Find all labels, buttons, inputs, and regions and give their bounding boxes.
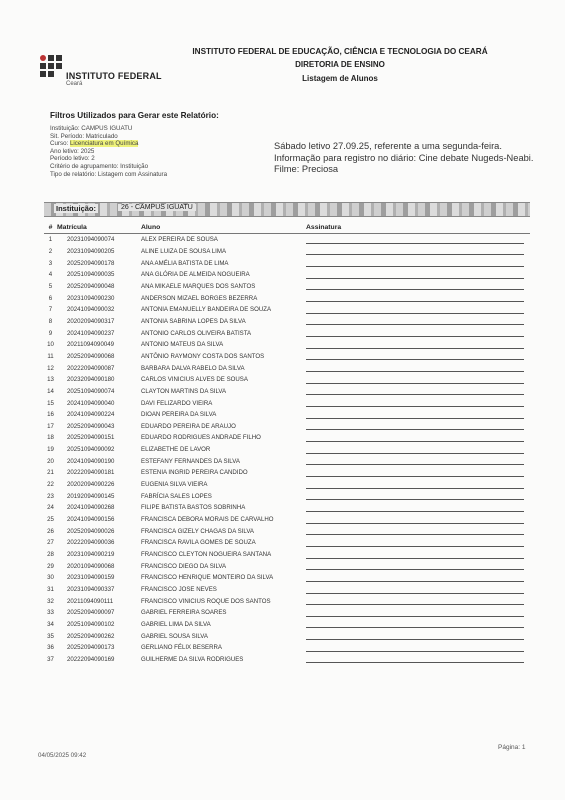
row-signature-field[interactable]	[306, 490, 530, 502]
row-signature-field[interactable]	[306, 607, 530, 619]
row-signature-field[interactable]	[306, 479, 530, 491]
row-matricula: 20241094090237	[67, 329, 115, 337]
signature-line	[306, 364, 524, 372]
row-aluno: FRANCISCO CLEYTON NOGUEIRA SANTANA	[141, 551, 272, 559]
report-title: Listagem de Alunos	[302, 74, 378, 83]
row-matricula: 20241094090032	[67, 306, 115, 314]
row-number: 14	[47, 387, 54, 395]
row-matricula: 20241094090156	[67, 516, 115, 524]
row-aluno: ANTONIO CARLOS OLIVEIRA BATISTA	[141, 329, 252, 337]
row-number: 30	[47, 574, 54, 582]
row-aluno: FABRÍCIA SALES LOPES	[141, 492, 212, 500]
row-aluno: FRANCISCO HENRIQUE MONTEIRO DA SILVA	[141, 574, 274, 582]
signature-line	[306, 504, 524, 512]
row-matricula: 20251094090074	[67, 387, 115, 395]
row-matricula: 20252094090178	[67, 259, 115, 267]
row-signature-field[interactable]	[306, 514, 530, 526]
row-matricula: 20202094090226	[67, 481, 115, 489]
row-signature-field[interactable]	[306, 257, 530, 269]
row-signature-field[interactable]	[306, 467, 530, 479]
row-aluno: EUGENIA SILVA VIEIRA	[141, 481, 208, 489]
row-matricula: 20252094090097	[67, 609, 115, 617]
table-row	[44, 316, 530, 328]
row-matricula: 20251094090102	[67, 620, 115, 628]
filter-curso	[50, 140, 167, 148]
row-matricula: 20211094090111	[67, 597, 114, 605]
table-row	[44, 595, 530, 607]
row-matricula: 20252094090151	[67, 434, 115, 442]
signature-line	[306, 282, 524, 290]
signature-line	[306, 551, 524, 559]
row-number: 17	[47, 422, 54, 430]
signature-line	[306, 259, 524, 267]
row-matricula: 20222094090036	[67, 539, 115, 547]
filter-criterio: Critério de agrupamento: Instituição	[50, 162, 149, 170]
row-number: 6	[48, 294, 53, 302]
row-matricula: 20231094090074	[67, 236, 115, 244]
row-number: 15	[47, 399, 54, 407]
band-value: 26 - CAMPUS IGUATU	[118, 204, 196, 211]
row-number: 19	[47, 446, 54, 454]
table-row	[44, 537, 530, 549]
signature-line	[306, 457, 524, 465]
row-signature-field[interactable]	[306, 351, 530, 363]
row-signature-field[interactable]	[306, 595, 530, 607]
row-matricula: 20202094090317	[67, 317, 115, 325]
filter-ano: Ano letivo: 2025	[50, 147, 95, 155]
filter-periodo: Sit. Período: Matriculado	[50, 132, 118, 140]
row-matricula: 20211094090049	[67, 341, 114, 349]
table-row	[44, 584, 530, 596]
row-number: 12	[47, 364, 54, 372]
row-matricula: 20231094090159	[67, 574, 115, 582]
row-number: 27	[47, 539, 54, 547]
signature-line	[306, 539, 524, 547]
signature-line	[306, 516, 524, 524]
row-signature-field[interactable]	[306, 374, 530, 386]
row-aluno: FRANCISCA RAVILA GOMES DE SOUZA	[141, 539, 256, 547]
signature-line	[306, 434, 524, 442]
table-row	[44, 351, 530, 363]
row-matricula: 20241094090040	[67, 399, 115, 407]
table-row	[44, 560, 530, 572]
signature-line	[306, 655, 524, 663]
signature-line	[306, 562, 524, 570]
row-signature-field[interactable]	[306, 316, 530, 328]
row-aluno: ESTENIA INGRID PEREIRA CANDIDO	[141, 469, 248, 477]
signature-line	[306, 247, 524, 255]
table-row	[44, 514, 530, 526]
row-matricula: 20252094090026	[67, 527, 115, 535]
row-number: 23	[47, 492, 54, 500]
row-signature-field[interactable]	[306, 292, 530, 304]
signature-line	[306, 236, 524, 244]
row-matricula: 20241094090224	[67, 411, 115, 419]
row-aluno: ANTONIO MATEUS DA SILVA	[141, 341, 224, 349]
row-aluno: ANA GLÓRIA DE ALMEIDA NOGUEIRA	[141, 271, 250, 279]
row-aluno: FRANCISCA GIZELY CHAGAS DA SILVA	[141, 527, 254, 535]
signature-line	[306, 586, 524, 594]
row-matricula: 20252094090262	[67, 632, 115, 640]
table-row	[44, 455, 530, 467]
row-aluno: GERLIANO FÉLIX BESERRA	[141, 644, 222, 652]
row-number: 11	[47, 352, 54, 360]
filter-periodo-letivo: Período letivo: 2	[50, 155, 95, 163]
filters-block	[50, 125, 167, 178]
table-row	[44, 549, 530, 561]
col-matricula-header: Matrícula	[57, 221, 141, 234]
row-aluno: FILIPE BATISTA BASTOS SOBRINHA	[141, 504, 246, 512]
row-signature-field[interactable]	[306, 654, 530, 666]
table-body	[44, 234, 530, 666]
row-matricula: 20252094090043	[67, 422, 115, 430]
department-title: DIRETORIA DE ENSINO	[295, 60, 385, 69]
table-row	[44, 479, 530, 491]
row-aluno: ANA MIKAELE MARQUES DOS SANTOS	[141, 282, 256, 290]
row-matricula: 20252094090048	[67, 282, 115, 290]
row-matricula: 20251094090035	[67, 271, 115, 279]
row-number: 37	[47, 655, 54, 663]
table-row	[44, 525, 530, 537]
table-header-row	[44, 221, 530, 234]
signature-line	[306, 411, 524, 419]
row-aluno: ANTONIA EMANUELLY BANDEIRA DE SOUZA	[141, 306, 272, 314]
signature-line	[306, 341, 524, 349]
row-number: 26	[47, 527, 54, 535]
signature-line	[306, 294, 524, 302]
row-aluno: ALEX PEREIRA DE SOUSA	[141, 236, 218, 244]
row-signature-field[interactable]	[306, 502, 530, 514]
signature-line	[306, 446, 524, 454]
row-matricula: 20231094090219	[67, 551, 115, 559]
row-signature-field[interactable]	[306, 304, 530, 316]
band-label: Instituição:	[56, 204, 97, 213]
table-row	[44, 642, 530, 654]
row-signature-field[interactable]	[306, 327, 530, 339]
logo-name: INSTITUTO FEDERAL	[66, 71, 162, 81]
signature-line	[306, 352, 524, 360]
table-row	[44, 246, 530, 258]
filter-tipo: Tipo de relatório: Listagem com Assinatura	[50, 170, 168, 178]
signature-line	[306, 620, 524, 628]
institution-band	[44, 202, 530, 217]
row-signature-field[interactable]	[306, 386, 530, 398]
row-number: 22	[47, 481, 54, 489]
signature-line	[306, 399, 524, 407]
row-aluno: ALINE LUIZA DE SOUSA LIMA	[141, 247, 227, 255]
row-aluno: GABRIEL FERREIRA SOARES	[141, 609, 227, 617]
table-row	[44, 234, 530, 246]
row-matricula: 20252094090173	[67, 644, 115, 652]
row-matricula: 20241094090190	[67, 457, 115, 465]
signature-line	[306, 317, 524, 325]
table-row	[44, 339, 530, 351]
table-row	[44, 304, 530, 316]
row-signature-field[interactable]	[306, 549, 530, 561]
row-signature-field[interactable]	[306, 421, 530, 433]
row-aluno: BARBARA DALVA RABELO DA SILVA	[141, 364, 245, 372]
table-row	[44, 257, 530, 269]
row-matricula: 20231094090230	[67, 294, 115, 302]
row-aluno: EDUARDO PEREIRA DE ARAUJO	[141, 422, 236, 430]
row-signature-field[interactable]	[306, 584, 530, 596]
table-row	[44, 327, 530, 339]
table-row	[44, 292, 530, 304]
table-row	[44, 269, 530, 281]
table-row	[44, 444, 530, 456]
row-signature-field[interactable]	[306, 455, 530, 467]
filters-title: Filtros Utilizados para Gerar este Relatório:	[50, 111, 219, 120]
row-signature-field[interactable]	[306, 281, 530, 293]
signature-line	[306, 492, 524, 500]
row-matricula: 20201094090068	[67, 562, 115, 570]
row-aluno: ANDERSON MIZAEL BORGES BEZERRA	[141, 294, 258, 302]
row-matricula: 20252094090068	[67, 352, 115, 360]
row-matricula: 20231094090205	[67, 247, 115, 255]
row-signature-field[interactable]	[306, 432, 530, 444]
ifce-logo-icon	[40, 55, 62, 79]
row-aluno: DIOAN PEREIRA DA SILVA	[141, 411, 217, 419]
table-row	[44, 281, 530, 293]
col-aluno-header: Aluno	[141, 221, 306, 234]
row-number: 16	[47, 411, 54, 419]
signature-line	[306, 609, 524, 617]
signature-line	[306, 597, 524, 605]
col-assinatura-header: Assinatura	[306, 221, 530, 234]
signature-line	[306, 306, 524, 314]
row-signature-field[interactable]	[306, 269, 530, 281]
row-number: 3	[48, 259, 53, 267]
table-row	[44, 572, 530, 584]
row-matricula: 20222094090169	[67, 655, 115, 663]
row-signature-field[interactable]	[306, 619, 530, 631]
row-number: 34	[47, 620, 54, 628]
handwritten-note: Sábado letivo 27.09.25, referente a uma segunda-feira. Informação para registro no diário: Cine debate Nugeds-Neabi. Filme: Preciosa	[274, 141, 534, 174]
student-table	[44, 221, 530, 665]
table-row	[44, 432, 530, 444]
row-aluno: FRANCISCO JOSE NEVES	[141, 586, 217, 594]
row-matricula: 20241094090268	[67, 504, 115, 512]
signature-line	[306, 644, 524, 652]
row-number: 25	[47, 516, 54, 524]
row-number: 18	[47, 434, 54, 442]
row-number: 36	[47, 644, 54, 652]
signature-line	[306, 469, 524, 477]
row-matricula: 20231094090337	[67, 586, 115, 594]
row-number: 5	[48, 282, 53, 290]
signature-line	[306, 271, 524, 279]
table-row	[44, 409, 530, 421]
row-aluno: GABRIEL SOUSA SILVA	[141, 632, 208, 640]
row-signature-field[interactable]	[306, 630, 530, 642]
footer-page: Página: 1	[498, 744, 526, 751]
filter-instituicao: Instituição: CAMPUS IGUATU	[50, 125, 133, 132]
row-aluno: CARLOS VINICIUS ALVES DE SOUSA	[141, 376, 248, 384]
row-matricula: 20232094090180	[67, 376, 115, 384]
row-aluno: ESTEFANY FERNANDES DA SILVA	[141, 457, 240, 465]
row-signature-field[interactable]	[306, 339, 530, 351]
filter-curso-label: Curso:	[50, 140, 69, 148]
table-row	[44, 386, 530, 398]
signature-line	[306, 632, 524, 640]
row-aluno: FRANCISCA DEBORA MORAIS DE CARVALHO	[141, 516, 274, 524]
row-signature-field[interactable]	[306, 234, 530, 246]
row-number: 8	[48, 317, 53, 325]
row-aluno: FRANCISCO DIEGO DA SILVA	[141, 562, 227, 570]
filter-curso-value: Licenciatura em Química	[69, 140, 139, 148]
row-aluno: GUILHERME DA SILVA RODRIGUES	[141, 655, 244, 663]
row-aluno: ANTONIA SABRINA LOPES DA SILVA	[141, 317, 246, 325]
row-aluno: ANTÔNIO RAYMONY COSTA DOS SANTOS	[141, 352, 265, 360]
row-number: 33	[47, 609, 54, 617]
row-signature-field[interactable]	[306, 444, 530, 456]
row-signature-field[interactable]	[306, 572, 530, 584]
row-number: 32	[47, 597, 54, 605]
table-row	[44, 374, 530, 386]
signature-line	[306, 376, 524, 384]
row-aluno: ANA AMÉLIA BATISTA DE LIMA	[141, 259, 229, 267]
signature-line	[306, 387, 524, 395]
row-signature-field[interactable]	[306, 642, 530, 654]
row-number: 13	[47, 376, 54, 384]
table-row	[44, 362, 530, 374]
row-signature-field[interactable]	[306, 246, 530, 258]
signature-line	[306, 574, 524, 582]
table-row	[44, 502, 530, 514]
logo-subtitle: Ceará	[66, 81, 83, 87]
row-aluno: GABRIEL LIMA DA SILVA	[141, 620, 211, 628]
row-number: 21	[47, 469, 54, 477]
table-row	[44, 607, 530, 619]
row-matricula: 20222094090181	[67, 469, 115, 477]
table-row	[44, 619, 530, 631]
row-aluno: DAVI FELIZARDO VIEIRA	[141, 399, 213, 407]
col-num-header: #	[44, 221, 57, 234]
row-number: 20	[47, 457, 54, 465]
row-signature-field[interactable]	[306, 560, 530, 572]
row-number: 2	[48, 247, 53, 255]
row-matricula: 20222094090087	[67, 364, 115, 372]
row-aluno: FRANCISCO VINICIUS ROQUE DOS SANTOS	[141, 597, 271, 605]
institution-title: INSTITUTO FEDERAL DE EDUCAÇÃO, CIÊNCIA E TECNOLOGIA DO CEARÁ	[192, 47, 488, 56]
row-number: 10	[47, 341, 54, 349]
row-number: 4	[48, 271, 53, 279]
row-signature-field[interactable]	[306, 409, 530, 421]
signature-line	[306, 481, 524, 489]
row-aluno: EDUARDO RODRIGUES ANDRADE FILHO	[141, 434, 261, 442]
row-signature-field[interactable]	[306, 362, 530, 374]
table-row	[44, 467, 530, 479]
row-number: 31	[47, 586, 54, 594]
row-number: 24	[47, 504, 54, 512]
table-row	[44, 397, 530, 409]
table-row	[44, 421, 530, 433]
row-number: 28	[47, 551, 54, 559]
signature-line	[306, 329, 524, 337]
row-number: 9	[48, 329, 53, 337]
row-aluno: ELIZABETHE DE LAVOR	[141, 446, 211, 454]
row-aluno: CLAYTON MARTINS DA SILVA	[141, 387, 227, 395]
row-number: 1	[48, 236, 53, 244]
row-number: 29	[47, 562, 54, 570]
row-signature-field[interactable]	[306, 537, 530, 549]
row-matricula: 20251094090092	[67, 446, 115, 454]
row-number: 7	[48, 306, 53, 314]
signature-line	[306, 422, 524, 430]
footer-date: 04/05/2025 09:42	[38, 752, 87, 759]
row-matricula: 20192094090145	[67, 492, 115, 500]
row-signature-field[interactable]	[306, 397, 530, 409]
table-row	[44, 490, 530, 502]
row-number: 35	[47, 632, 54, 640]
row-signature-field[interactable]	[306, 525, 530, 537]
signature-line	[306, 527, 524, 535]
table-row	[44, 630, 530, 642]
table-row	[44, 654, 530, 666]
